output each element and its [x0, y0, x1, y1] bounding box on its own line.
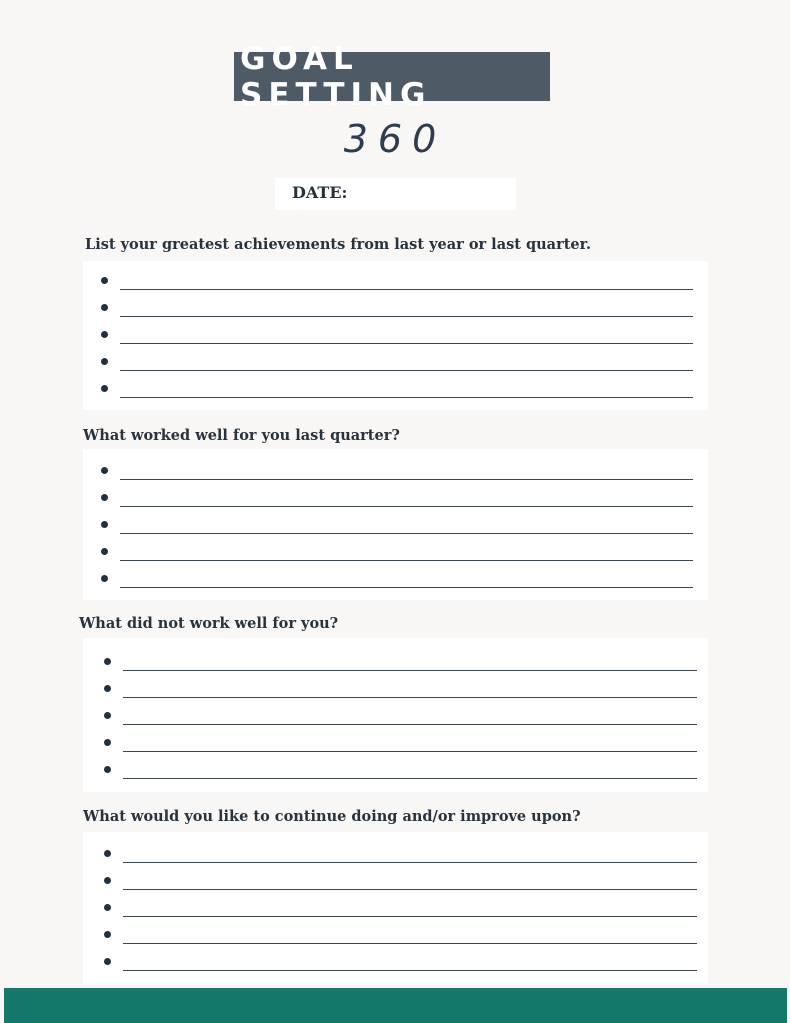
writing-rule — [123, 697, 697, 698]
answer-line[interactable] — [83, 892, 708, 919]
answer-line[interactable] — [83, 673, 708, 700]
answer-box-did-not-work[interactable] — [83, 638, 708, 792]
date-field[interactable] — [275, 178, 516, 210]
answer-line[interactable] — [83, 946, 708, 973]
bullet-icon — [101, 304, 108, 311]
writing-rule — [123, 670, 697, 671]
writing-rule — [120, 587, 693, 588]
writing-rule — [120, 343, 693, 344]
answer-line[interactable] — [83, 865, 708, 892]
page-subtitle: 360 — [343, 117, 447, 161]
answer-line[interactable] — [83, 919, 708, 946]
bullet-icon — [101, 575, 108, 582]
bullet-icon — [101, 521, 108, 528]
bullet-icon — [104, 877, 111, 884]
page-title: GOAL SETTING — [240, 40, 432, 113]
writing-rule — [120, 289, 693, 290]
bullet-icon — [101, 548, 108, 555]
question-worked-well: What worked well for you last quarter? — [83, 427, 400, 444]
title-banner — [234, 40, 550, 113]
question-continue-improve: What would you like to continue doing and/or improve upon? — [83, 808, 581, 825]
writing-rule — [120, 506, 693, 507]
answer-line[interactable] — [83, 265, 708, 292]
writing-rule — [120, 397, 693, 398]
answer-line[interactable] — [83, 700, 708, 727]
writing-rule — [123, 970, 697, 971]
bullet-icon — [101, 494, 108, 501]
bullet-icon — [101, 385, 108, 392]
answer-box-continue-improve[interactable] — [83, 832, 708, 984]
bullet-icon — [101, 358, 108, 365]
answer-line[interactable] — [83, 536, 708, 563]
writing-rule — [123, 889, 697, 890]
writing-rule — [120, 479, 693, 480]
answer-box-worked-well[interactable] — [83, 449, 708, 600]
footer-bar — [4, 988, 787, 1023]
writing-rule — [123, 751, 697, 752]
bullet-icon — [104, 850, 111, 857]
bullet-icon — [101, 467, 108, 474]
answer-line[interactable] — [83, 509, 708, 536]
answer-line[interactable] — [83, 346, 708, 373]
bullet-icon — [101, 277, 108, 284]
writing-rule — [120, 533, 693, 534]
writing-rule — [120, 370, 693, 371]
bullet-icon — [104, 766, 111, 773]
writing-rule — [123, 916, 697, 917]
date-label: DATE: — [292, 183, 348, 202]
writing-rule — [123, 724, 697, 725]
answer-line[interactable] — [83, 727, 708, 754]
answer-line[interactable] — [83, 563, 708, 590]
bullet-icon — [104, 658, 111, 665]
writing-rule — [120, 316, 693, 317]
bullet-icon — [104, 958, 111, 965]
bullet-icon — [104, 712, 111, 719]
question-achievements: List your greatest achievements from last year or last quarter. — [85, 236, 591, 253]
answer-line[interactable] — [83, 482, 708, 509]
answer-box-achievements[interactable] — [83, 261, 708, 410]
answer-line[interactable] — [83, 319, 708, 346]
writing-rule — [123, 943, 697, 944]
writing-rule — [123, 862, 697, 863]
writing-rule — [123, 778, 697, 779]
bullet-icon — [101, 331, 108, 338]
answer-line[interactable] — [83, 373, 708, 400]
question-did-not-work: What did not work well for you? — [79, 615, 339, 632]
bullet-icon — [104, 931, 111, 938]
answer-line[interactable] — [83, 754, 708, 781]
answer-line[interactable] — [83, 646, 708, 673]
writing-rule — [120, 560, 693, 561]
answer-line[interactable] — [83, 455, 708, 482]
answer-line[interactable] — [83, 838, 708, 865]
answer-line[interactable] — [83, 292, 708, 319]
bullet-icon — [104, 685, 111, 692]
bullet-icon — [104, 904, 111, 911]
bullet-icon — [104, 739, 111, 746]
